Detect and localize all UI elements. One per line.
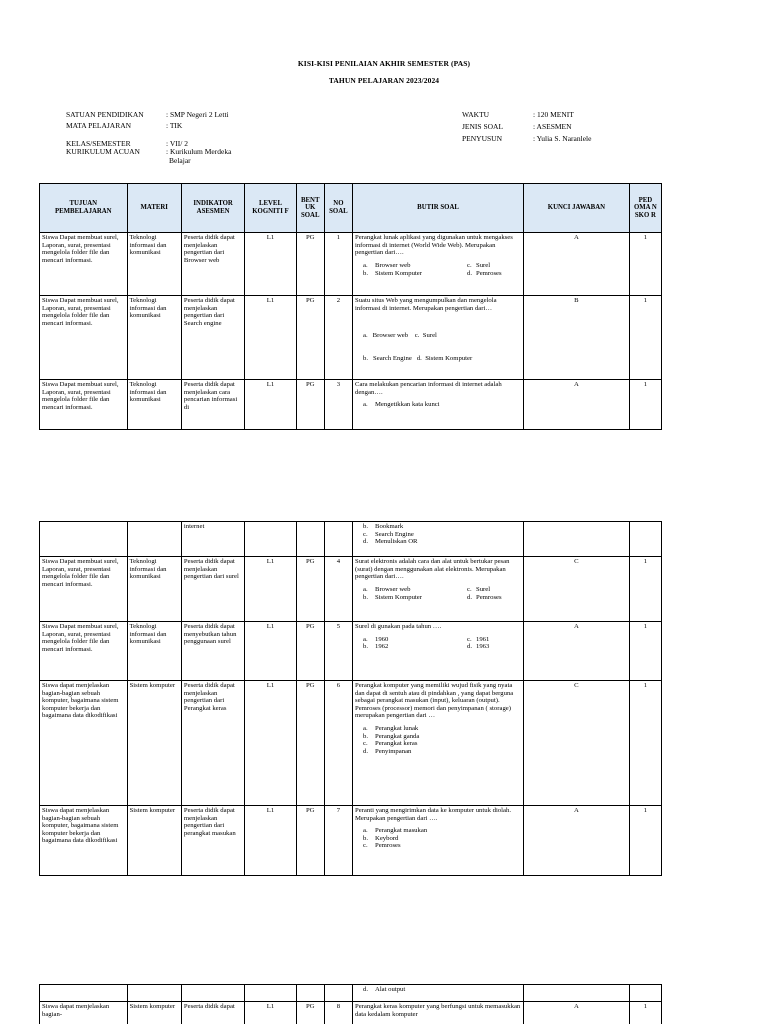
cell-bentuk: PG [296,806,324,876]
cell-no: 7 [324,806,352,876]
option-pair: b. Sistem Komputer d. Pemroses [362,269,502,277]
cell-bentuk: PG [296,296,324,380]
option-list [355,636,521,652]
cell-level: L1 [245,622,296,681]
cell-skor: 1 [629,622,661,681]
table-row [40,233,662,296]
option-item: b. Bookmark [362,523,404,530]
info-label-waktu: WAKTU [462,110,490,119]
table-row [40,557,662,622]
kisi-kisi-table-page-1 [39,183,662,430]
question-text: Surat elektronis adalah cara dan alat untuk bertukar pesan (surat) dengan menggunakan alat elektronis. Merupakan pengertian dari…. [354,558,510,581]
cell-skor: 1 [629,681,661,806]
cell-tujuan: Siswa Dapat membuat surel, Laporan, surat, presentasi mengelola folder file dan mencari informasi. [40,379,128,429]
info-label-mapel: MATA PELAJARAN [66,121,132,130]
header-level: LEVEL KOGNITI F [245,184,296,233]
cell-tujuan: Siswa Dapat membuat surel, Laporan, surat, presentasi mengelola folder file dan mencari informasi. [40,622,128,681]
option-item: a. Perangkat masukan [362,827,428,835]
document-page-1 [0,0,768,477]
cell-materi: Teknologi informasi dan komunikasi [127,379,181,429]
cell-skor: 1 [629,557,661,622]
cell-indikator: Peserta didik dapat menyebutkan tahun penggunaan surel [181,622,244,681]
kisi-kisi-table-page-3 [39,984,662,1024]
cell-butir [352,296,523,380]
option-line: a. Browser web c. Surel [362,332,437,340]
header-indikator: INDIKATOR ASESMEN [181,184,244,233]
cell-tujuan: Siswa Dapat membuat surel, Laporan, surat, presentasi mengelola folder file dan mencari informasi. [40,557,128,622]
cell-indikator: internet [181,522,244,557]
document-title: KISI-KISI PENILAIAN AKHIR SEMESTER (PAS) [297,59,471,68]
cell-materi: Teknologi informasi dan komunikasi [127,296,181,380]
cell-level: L1 [245,233,296,296]
cell-materi: Teknologi informasi dan komunikasi [127,233,181,296]
document-page-3 [0,971,768,1024]
info-label-jenis: JENIS SOAL [462,122,504,131]
table-row [40,806,662,876]
table-header-row [40,184,662,233]
table-row [40,622,662,681]
cell-indikator: Peserta didik dapat menjelaskan cara pencarian informasi di [181,379,244,429]
option-pair: b. Sistem Komputer d. Pemroses [362,593,502,601]
table-row [40,296,662,380]
table-row-continued [40,985,662,1002]
cell-kunci: C [524,681,630,806]
option-item: a. Perangkat lunak [362,724,419,732]
info-value-jenis: : ASESMEN [533,122,572,131]
cell-kunci: A [524,1002,630,1024]
cell-no: 4 [324,557,352,622]
cell-kunci: A [524,233,630,296]
cell-bentuk: PG [296,557,324,622]
cell-level: L1 [245,806,296,876]
option-list [355,523,521,546]
cell-butir [352,379,523,429]
option-item: c. Perangkat keras [362,740,418,748]
cell-tujuan: Siswa dapat menjelaskan bagian-bagian sebuah komputer, bagaimana sistem komputer bekerja dan bagaimana data dikodifikasi [40,806,128,876]
info-value-mapel: : TIK [166,121,183,130]
cell-level: L1 [245,379,296,429]
header-materi: MATERI [127,184,181,233]
option-pair: a. Browser web c. Surel [362,585,491,593]
option-item: d. Menuliskan OR [362,538,418,546]
kisi-kisi-table-page-2 [39,521,662,876]
option-item: a. Mengetikkan kata kunci [362,401,440,409]
cell-bentuk: PG [296,681,324,806]
cell-kunci: A [524,379,630,429]
header-tujuan: TUJUAN PEMBELAJARAN [40,184,128,233]
option-item: b. Perangkat ganda [362,732,420,740]
cell-skor: 1 [629,806,661,876]
cell-bentuk: PG [296,233,324,296]
cell-indikator: Peserta didik dapat menjelaskan pengertian dari Perangkat keras [181,681,244,806]
option-item: b. Keybord [362,834,399,842]
cell-kunci: C [524,557,630,622]
cell-level: L1 [245,557,296,622]
info-label-penyusun: PENYUSUN [462,134,503,143]
header-kunci: KUNCI JAWABAN [524,184,630,233]
cell-tujuan: Siswa Dapat membuat surel, Laporan, surat, presentasi mengelola folder file dan mencari informasi. [40,296,128,380]
cell-level: L1 [245,296,296,380]
document-subtitle: TAHUN PELAJARAN 2023/2024 [328,76,440,85]
cell-no: 3 [324,379,352,429]
option-item: d. Penyimpanan [362,747,412,755]
question-text: Cara melakukan pencarian informasi di internet adalah dengan…. [354,380,502,396]
cell-tujuan: Siswa dapat menjelaskan bagian-bagian sebuah komputer, bagaimana sistem komputer bekerja dan bagaimana data dikodifikasi [40,681,128,806]
cell-level: L1 [245,681,296,806]
option-item: c. Pemroses [362,842,401,850]
cell-no: 5 [324,622,352,681]
cell-indikator: Peserta didik dapat menjelaskan pengertian dari perangkat masukan [181,806,244,876]
info-value-penyusun: : Yulia S. Naranlele [533,134,592,143]
cell-kunci: B [524,296,630,380]
table-row [40,379,662,429]
cell-butir [352,806,523,876]
document-page-2 [0,480,768,968]
cell-bentuk: PG [296,622,324,681]
option-list [355,262,521,278]
info-value-kurikulum: : Kurikulum Merdeka [166,147,232,156]
cell-butir [352,985,523,1002]
cell-butir [352,522,523,557]
cell-kunci: A [524,622,630,681]
cell-no: 1 [324,233,352,296]
option-line: b. Search Engine d. Sistem Komputer [362,355,473,363]
option-list [355,401,521,409]
cell-tujuan: Siswa Dapat membuat surel, Laporan, surat, presentasi mengelola folder file dan mencari informasi. [40,233,128,296]
cell-materi: Sistem komputer [127,1002,181,1024]
info-label-kelas: KELAS/SEMESTER [66,139,131,148]
option-item: c. Search Engine [362,530,414,538]
cell-bentuk: PG [296,1002,324,1024]
option-list [355,586,521,602]
question-text: Surel di gunakan pada tahun …. [354,623,442,630]
table-row-continued [40,522,662,557]
cell-butir: Perangkat keras komputer yang berfungsi untuk memasukkan data kedalam komputer [352,1002,523,1024]
cell-butir [352,681,523,806]
cell-butir [352,233,523,296]
info-label-kurikulum: KURIKULUM ACUAN [66,147,140,156]
option-pair: b. 1962 d. 1963 [362,643,490,651]
cell-kunci: A [524,806,630,876]
question-text: Suatu situs Web yang mengumpulkan dan mengelola informasi di internet. Merupakan pengertian dari… [354,297,497,312]
cell-no: 6 [324,681,352,806]
cell-materi: Sistem komputer [127,806,181,876]
cell-level: L1 [245,1002,296,1024]
header-pedoman: PED OMA N SKO R [629,184,661,233]
cell-indikator: Peserta didik dapat menjelaskan pengertian dari surel [181,557,244,622]
info-value-kelas: : VII/ 2 [166,139,188,148]
option-pair: a. 1960 c. 1961 [362,635,490,643]
option-list [355,317,521,378]
option-list [355,827,521,850]
question-text: Peranti yang mengirimkan data ke komputer untuk diolah. Merupakan pengertian dari …. [354,807,511,822]
cell-skor: 1 [629,233,661,296]
header-bentuk: BENT UK SOAL [296,184,324,233]
cell-tujuan: Siswa dapat menjelaskan bagian- [40,1002,128,1024]
cell-no: 2 [324,296,352,380]
question-text: Perangkat komputer yang memiliki wujud fisik yang nyata dan dapat di sentuh atau di pindahkan , yang dapat berguna sebagai perangkat masukan (input), keluaran (output). Pemroses (processor) memori dan penyimpanan ( storage) merupakan pengertian dari … [354,682,514,720]
cell-skor: 1 [629,379,661,429]
info-label-satuan: SATUAN PENDIDIKAN [66,110,144,119]
table-row [40,1002,662,1024]
cell-indikator: Peserta didik dapat menjelaskan pengertian dari Browser web [181,233,244,296]
cell-skor: 1 [629,296,661,380]
cell-indikator: Peserta didik dapat [181,1002,244,1024]
info-value-waktu: : 120 MENIT [533,110,574,119]
question-text: Perangkat lunak aplikasi yang digunakan untuk mengakses informasi di internet (World Wide Web). Merupakan pengertian dari…. [354,234,513,257]
option-pair: a. Browser web c. Surel [362,261,491,269]
cell-materi: Teknologi informasi dan komunikasi [127,622,181,681]
option-list [355,986,521,994]
cell-materi: Sistem komputer [127,681,181,806]
cell-indikator: Peserta didik dapat menjelaskan pengertian dari Search engine [181,296,244,380]
header-butir: BUTIR SOAL [352,184,523,233]
cell-butir [352,622,523,681]
cell-no: 8 [324,1002,352,1024]
header-no: NO SOAL [324,184,352,233]
cell-bentuk: PG [296,379,324,429]
cell-skor: 1 [629,1002,661,1024]
cell-materi: Teknologi informasi dan komunikasi [127,557,181,622]
option-list [355,725,521,755]
option-item: d. Alat output [362,986,406,993]
info-value-satuan: : SMP Negeri 2 Letti [166,110,229,119]
info-value-kurikulum-2: Belajar [169,156,191,165]
cell-butir [352,557,523,622]
table-row [40,681,662,806]
